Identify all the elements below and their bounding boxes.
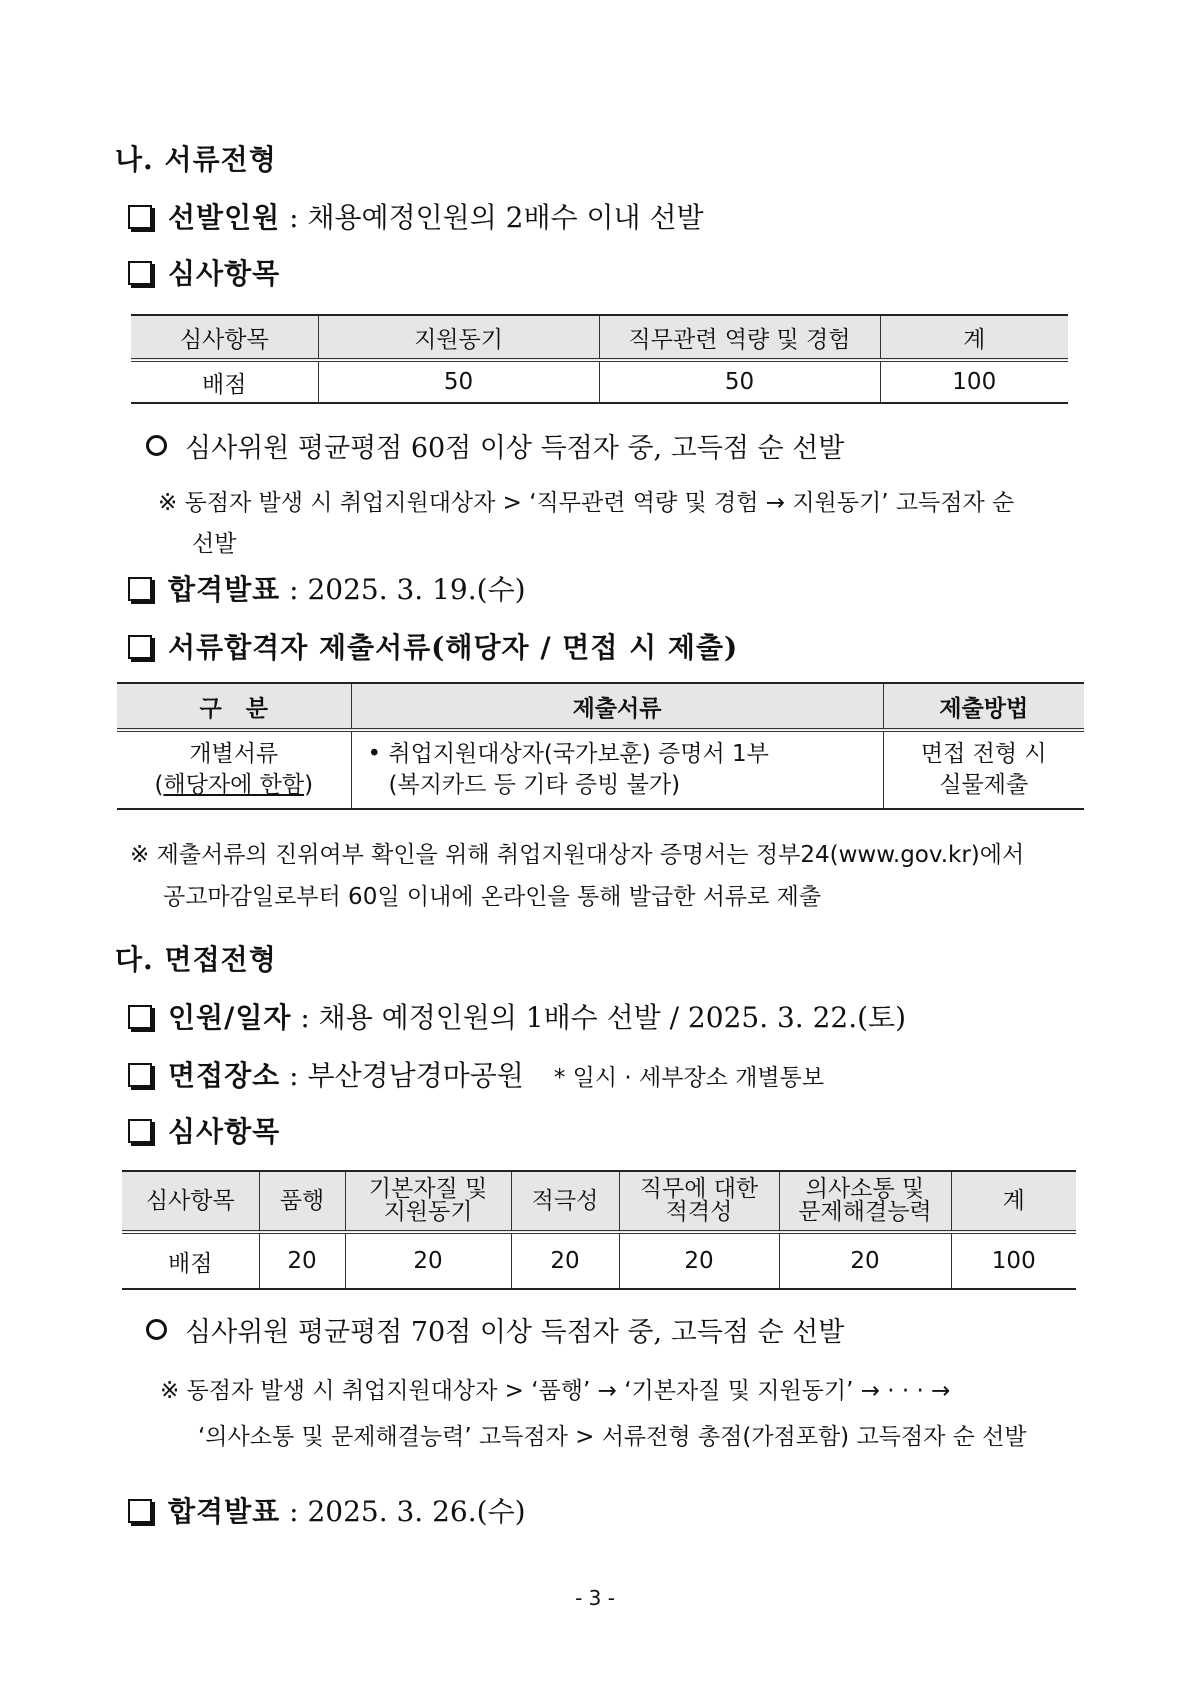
table-header-cell: 계 [880,315,1068,360]
table-cell: 20 [619,1232,779,1289]
table-cell: 100 [880,360,1068,403]
table-header-cell: 제출방법 [883,683,1084,730]
separator: : [280,1495,308,1528]
announcement-label: 합격발표 [168,1495,281,1528]
venue-note: * 일시 · 세부장소 개별통보 [553,1065,825,1091]
tie-note-line1: ※ 동점자 발생 시 취업지원대상자 > ‘직무관련 역량 및 경험 → 지원동기’ 고득점자 순 [158,490,1015,516]
table-header-cell: 심사항목 [122,1171,259,1232]
table-cell-documents [351,730,883,809]
table-cell: 50 [599,360,880,403]
documents-note-line1: ※ 제출서류의 진위여부 확인을 위해 취업지원대상자 증명서는 정부24(www.gov.kr)에서 [130,842,1025,868]
documents-table [117,682,1084,810]
checkbox-square-icon [128,577,152,601]
interview-rule-text: 심사위원 평균평점 70점 이상 득점자 중, 고득점 순 선발 [185,1317,845,1348]
table-header-cell: 계 [951,1171,1076,1232]
table-cell: 배점 [131,360,318,403]
announcement-date: 2025. 3. 26.(수) [307,1495,526,1528]
criteria-label: 심사항목 [168,1115,281,1148]
table-header-cell: 직무에 대한 적격성 [619,1171,779,1232]
checkbox-square-icon [128,1005,152,1029]
checkbox-square-icon [128,205,152,229]
personnel-date-line [128,996,906,1036]
criteria-label: 심사항목 [168,257,281,290]
document-line1: • 취업지원대상자(국가보훈) 증명서 1부 [367,741,769,767]
document-score-table [131,314,1068,404]
announcement-label: 합격발표 [168,573,281,606]
separator: : [280,573,308,606]
table-row [131,360,1068,403]
documents-heading-line [128,626,738,666]
selection-label: 선발인원 [168,201,281,234]
venue-line [128,1054,824,1094]
selection-count-line [128,196,704,236]
table-cell: 20 [345,1232,511,1289]
document-line2: (복지카드 등 기타 증빙 불가) [388,772,681,798]
table-cell: 50 [318,360,599,403]
checkbox-square-icon [128,635,152,659]
checkbox-square-icon [128,261,152,285]
underlined-text: 해당자에 한함 [163,772,305,798]
table-cell: 20 [259,1232,345,1289]
table-cell: 100 [951,1232,1076,1289]
table-cell: 20 [511,1232,619,1289]
circle-bullet-icon [146,435,167,456]
interview-score-table [122,1170,1076,1290]
section-heading-interview: 다. 면접전형 [115,943,277,976]
table-header-row [131,315,1068,360]
table-row [122,1232,1076,1289]
separator: : [280,201,308,234]
interview-tie-note-line1: ※ 동점자 발생 시 취업지원대상자 > ‘품행’ → ‘기본자질 및 지원동기’ → · · · → [160,1378,951,1404]
selection-rule-line [146,426,844,465]
section-heading-document-screening: 나. 서류전형 [115,143,277,176]
venue-label: 면접장소 [168,1059,281,1092]
table-header-cell: 의사소통 및 문제해결능력 [779,1171,951,1232]
personnel-value: 채용 예정인원의 1배수 선발 / 2025. 3. 22.(토) [318,1001,907,1034]
table-header-cell: 지원동기 [318,315,599,360]
table-header-cell: 제출서류 [351,683,883,730]
checkbox-square-icon [128,1499,152,1523]
table-header-cell: 구 분 [117,683,351,730]
separator: : [280,1059,308,1092]
method-line2: 실물제출 [939,772,1029,798]
category-line1: 개별서류 [189,741,279,767]
selection-value: 채용예정인원의 2배수 이내 선발 [307,201,704,234]
paren: ) [304,772,314,798]
interview-criteria-heading [128,1110,280,1150]
table-cell-method [883,730,1084,809]
circle-bullet-icon [146,1319,167,1340]
table-header-cell: 기본자질 및 지원동기 [345,1171,511,1232]
table-row [117,730,1084,809]
tie-note-line2: 선발 [192,531,237,557]
interview-tie-note-line2: ‘의사소통 및 문제해결능력’ 고득점자 > 서류전형 총점(가점포함) 고득점자 순 선발 [198,1424,1027,1450]
announcement-line [128,568,526,608]
checkbox-square-icon [128,1119,152,1143]
paren: ( [154,772,164,798]
criteria-heading [128,252,280,292]
selection-rule-text: 심사위원 평균평점 60점 이상 득점자 중, 고득점 순 선발 [185,433,845,464]
table-header-cell: 적극성 [511,1171,619,1232]
table-header-cell: 심사항목 [131,315,318,360]
documents-heading: 서류합격자 제출서류(해당자 / 면접 시 제출) [168,631,739,664]
table-header-cell: 직무관련 역량 및 경험 [599,315,880,360]
table-header-cell: 품행 [259,1171,345,1232]
checkbox-square-icon [128,1063,152,1087]
separator: : [291,1001,319,1034]
method-line1: 면접 전형 시 [920,741,1047,767]
table-cell: 배점 [122,1232,259,1289]
page-number: - 3 - [575,1586,615,1610]
documents-note-line2: 공고마감일로부터 60일 이내에 온라인을 통해 발급한 서류로 제출 [163,884,822,910]
interview-rule-line [146,1310,844,1349]
announcement-date: 2025. 3. 19.(수) [307,573,526,606]
interview-announcement-line [128,1490,526,1530]
venue-value: 부산경남경마공원 [307,1059,524,1092]
table-header-row [117,683,1084,730]
table-cell: 20 [779,1232,951,1289]
table-header-row [122,1171,1076,1232]
table-cell-category [117,730,351,809]
category-line2 [117,770,351,801]
personnel-label: 인원/일자 [168,1001,292,1034]
